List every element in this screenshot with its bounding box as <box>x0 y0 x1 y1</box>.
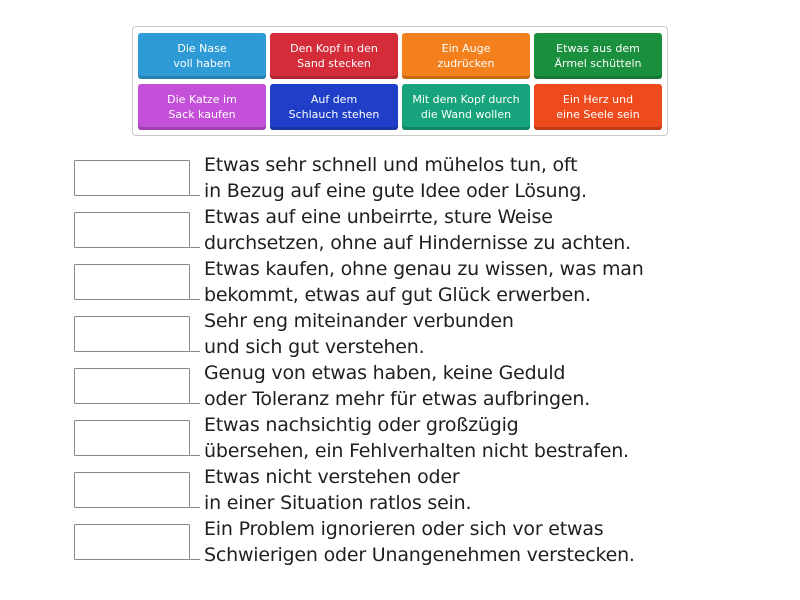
answer-tile-4[interactable]: Etwas aus dem Ärmel schütteln <box>534 33 662 79</box>
definition-text-3: Etwas kaufen, ohne genau zu wissen, was man bekommt, etwas auf gut Glück erwerben. <box>204 258 644 306</box>
definition-text-7: Etwas nicht verstehen oder in einer Situation ratlos sein. <box>204 466 472 514</box>
definition-row-8 <box>72 516 732 566</box>
divider <box>190 455 200 456</box>
definition-text-6: Etwas nachsichtig oder großzügig übersehen, ein Fehlverhalten nicht bestrafen. <box>204 414 629 462</box>
definition-row-2 <box>72 204 732 254</box>
drop-target-4[interactable] <box>74 316 190 352</box>
answer-tile-6[interactable]: Auf dem Schlauch stehen <box>270 84 398 130</box>
definition-row-3 <box>72 256 732 306</box>
definition-row-6 <box>72 412 732 462</box>
definition-text-4: Sehr eng miteinander verbunden und sich gut verstehen. <box>204 310 514 358</box>
definition-text-1: Etwas sehr schnell und mühelos tun, oft in Bezug auf eine gute Idee oder Lösung. <box>204 154 587 202</box>
answer-tile-8[interactable]: Ein Herz und eine Seele sein <box>534 84 662 130</box>
divider <box>190 195 200 196</box>
answer-tile-2[interactable]: Den Kopf in den Sand stecken <box>270 33 398 79</box>
drop-target-7[interactable] <box>74 472 190 508</box>
definition-text-8: Ein Problem ignorieren oder sich vor etwas Schwierigen oder Unangenehmen verstecken. <box>204 518 635 566</box>
drop-target-6[interactable] <box>74 420 190 456</box>
divider <box>190 299 200 300</box>
definition-text-2: Etwas auf eine unbeirrte, sture Weise durchsetzen, ohne auf Hindernisse zu achten. <box>204 206 631 254</box>
drop-target-2[interactable] <box>74 212 190 248</box>
divider <box>190 403 200 404</box>
definition-row-7 <box>72 464 732 514</box>
drop-target-3[interactable] <box>74 264 190 300</box>
answer-tile-3[interactable]: Ein Auge zudrücken <box>402 33 530 79</box>
drop-target-5[interactable] <box>74 368 190 404</box>
definition-text-5: Genug von etwas haben, keine Geduld oder Toleranz mehr für etwas aufbringen. <box>204 362 591 410</box>
definition-row-4 <box>72 308 732 358</box>
answer-tile-7[interactable]: Mit dem Kopf durch die Wand wollen <box>402 84 530 130</box>
definition-row-5 <box>72 360 732 410</box>
drop-target-8[interactable] <box>74 524 190 560</box>
answer-tile-1[interactable]: Die Nase voll haben <box>138 33 266 79</box>
divider <box>190 507 200 508</box>
definition-row-1 <box>72 152 732 202</box>
divider <box>190 247 200 248</box>
drop-target-1[interactable] <box>74 160 190 196</box>
divider <box>190 559 200 560</box>
answer-tile-panel <box>132 26 668 136</box>
divider <box>190 351 200 352</box>
answer-tile-5[interactable]: Die Katze im Sack kaufen <box>138 84 266 130</box>
